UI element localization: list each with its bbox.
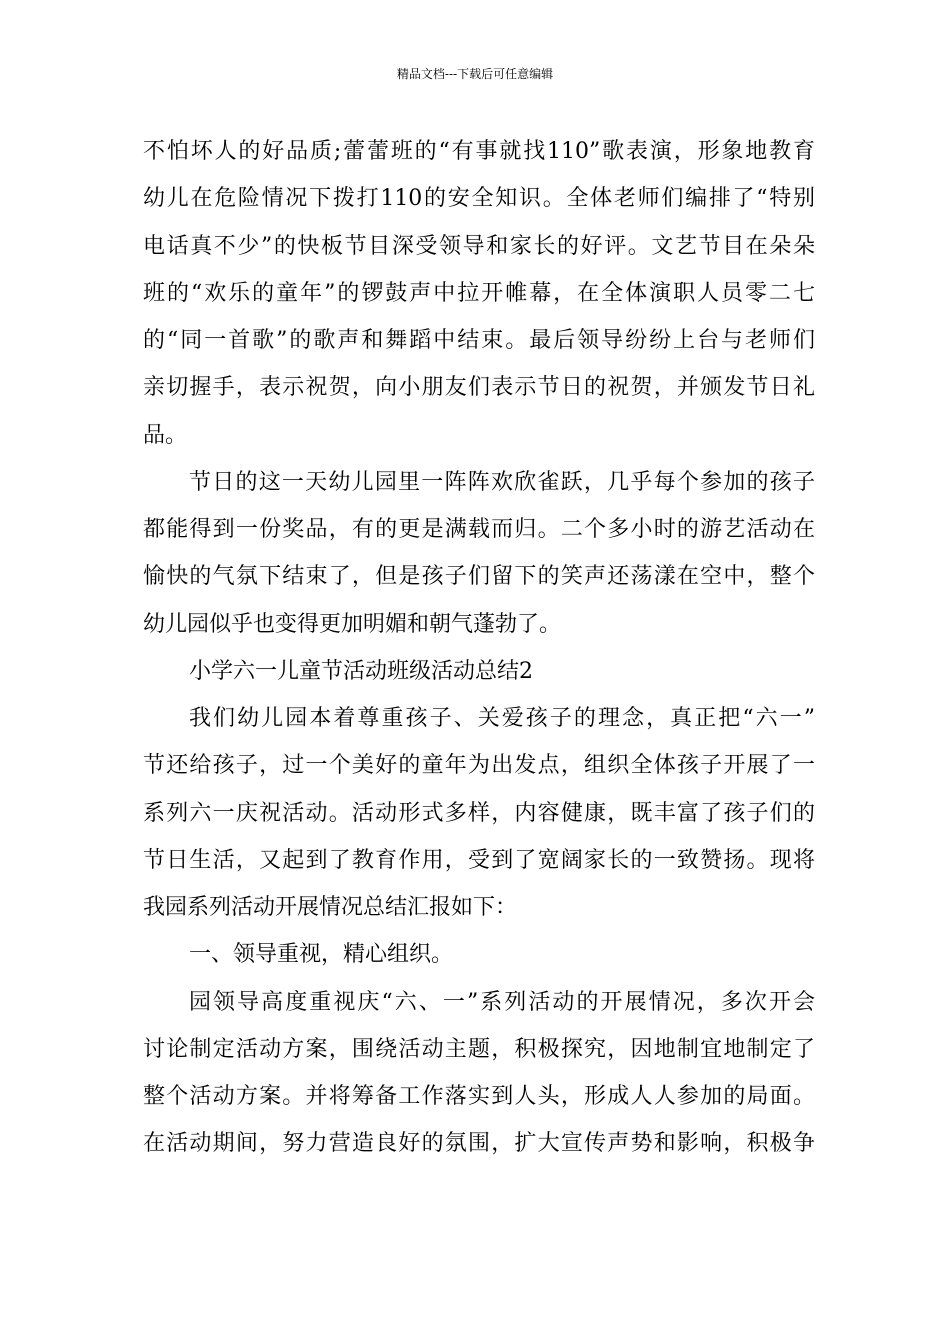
- text-line: 系列六一庆祝活动。活动形式多样，内容健康，既丰富了孩子们的: [143, 800, 815, 826]
- text-line: 节日生活，又起到了教育作用，受到了宽阔家长的一致赞扬。现将: [143, 847, 815, 873]
- section-heading: [143, 648, 815, 695]
- text-line: 一、领导重视，精心组织。: [189, 942, 454, 968]
- text-line: 都能得到一份奖品，有的更是满载而归。二个多小时的游艺活动在: [143, 517, 815, 542]
- text-line: 愉快的气氛下结束了，但是孩子们留下的笑声还荡漾在空中，整个: [143, 564, 815, 590]
- text-line: 品。: [143, 422, 188, 448]
- text-line: 幼儿园似乎也变得更加明媚和朝气蓬勃了。: [143, 611, 562, 637]
- text-line: 不怕坏人的好品质;蕾蕾班的“有事就找110”歌表演，形象地教育: [143, 139, 815, 164]
- page-header: 精品文档---下载后可任意编辑: [396, 67, 554, 81]
- text-line: 亲切握手，表示祝贺，向小朋友们表示节日的祝贺，并颁发节日礼: [143, 375, 815, 401]
- section-subheading: [143, 931, 815, 978]
- text-line: 园领导高度重视庆“六、一”系列活动的开展情况，多次开会: [189, 989, 815, 1015]
- text-line: 小学六一儿童节活动班级活动总结2: [189, 658, 533, 684]
- text-line: 电话真不少”的快板节目深受领导和家长的好评。文艺节目在朵朵: [143, 233, 815, 259]
- text-line: 节日的这一天幼儿园里一阵阵欢欣雀跃，几乎每个参加的孩子: [189, 469, 815, 495]
- text-line: 班的“欢乐的童年”的锣鼓声中拉开帷幕，在全体演职人员零二七: [143, 280, 815, 306]
- paragraph: [143, 128, 815, 459]
- text-line: 的“同一首歌”的歌声和舞蹈中结束。最后领导纷纷上台与老师们: [143, 328, 815, 353]
- text-line: 节还给孩子，过一个美好的童年为出发点，组织全体孩子开展了一: [143, 753, 815, 779]
- document-body: [143, 128, 815, 1168]
- paragraph: [143, 459, 815, 648]
- text-line: 讨论制定活动方案，围绕活动主题，积极探究，因地制宜地制定了: [143, 1036, 815, 1062]
- paragraph: [143, 979, 815, 1168]
- text-line: 在活动期间，努力营造良好的氛围，扩大宣传声势和影响，积极争: [143, 1131, 815, 1157]
- text-line: 整个活动方案。并将筹备工作落实到人头，形成人人参加的局面。: [143, 1084, 815, 1109]
- text-line: 我们幼儿园本着尊重孩子、关爱孩子的理念，真正把“六一”: [189, 706, 815, 731]
- text-line: 幼儿在危险情况下拨打110的安全知识。全体老师们编排了“特别: [143, 186, 815, 212]
- text-line: 我园系列活动开展情况总结汇报如下：: [143, 895, 518, 920]
- paragraph: [143, 695, 815, 931]
